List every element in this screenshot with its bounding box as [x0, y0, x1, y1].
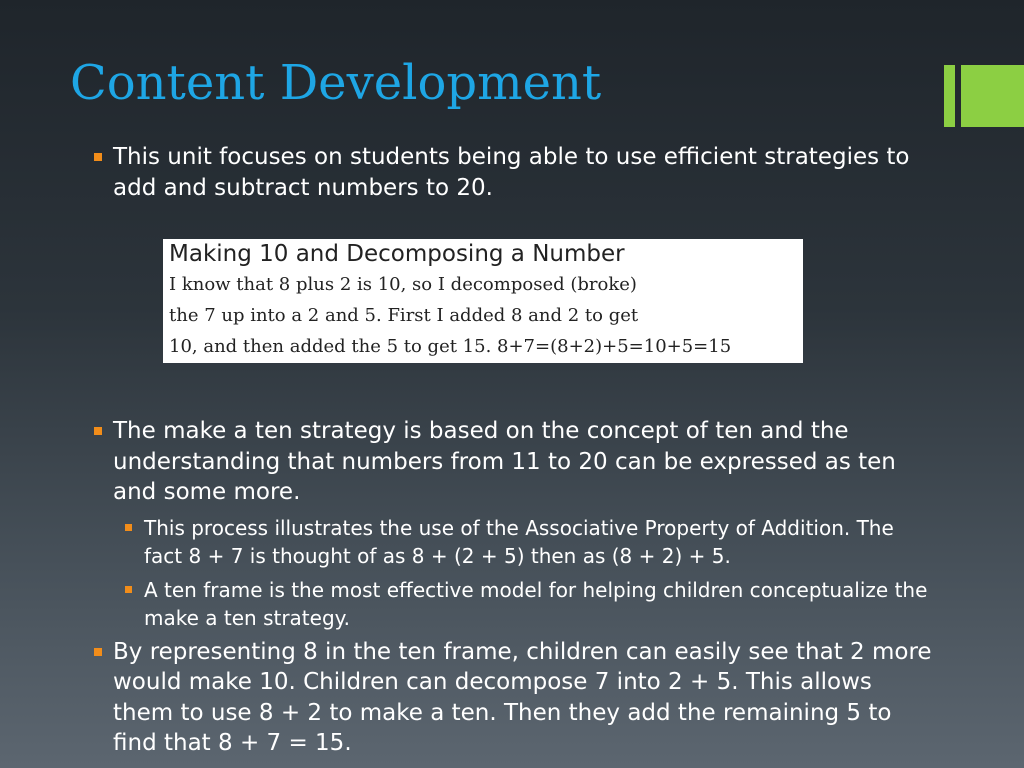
figure-line: I know that 8 plus 2 is 10, so I decomposed (broke): [169, 274, 637, 295]
decomposing-figure: [163, 239, 803, 363]
figure-heading: Making 10 and Decomposing a Number: [169, 241, 625, 267]
figure-line: 10, and then added the 5 to get 15. 8+7=(8+2)+5=10+5=15: [169, 336, 732, 357]
bullet-unit-focus: This unit focuses on students being able to use efficient strategies to add and subtract numbers to 20.: [92, 142, 932, 203]
slide-content: [92, 142, 932, 759]
figure-line: the 7 up into a 2 and 5. First I added 8 and 2 to get: [169, 305, 639, 326]
sub-bullet-associative-property: This process illustrates the use of the Associative Property of Addition. The fact 8 + 7 is thought of as 8 + (2 + 5) then as (8 + 2) + 5.: [123, 514, 932, 570]
accent-bar-wide: [961, 65, 1024, 127]
bullet-make-ten-strategy: The make a ten strategy is based on the concept of ten and the understanding that numbers from 11 to 20 can be expressed as ten and some more.: [92, 416, 932, 508]
bullet-ten-frame-example: By representing 8 in the ten frame, children can easily see that 2 more would make 10. Children can decompose 7 into 2 + 5. This allows them to use 8 + 2 to make a ten. Then they add the remaining 5 to find that 8 + 7 = 15.: [92, 637, 932, 759]
accent-bar-thin: [944, 65, 955, 127]
sub-bullet-ten-frame: A ten frame is the most effective model for helping children conceptualize the make a ten strategy.: [123, 576, 932, 632]
slide-title: Content Development: [70, 55, 602, 111]
